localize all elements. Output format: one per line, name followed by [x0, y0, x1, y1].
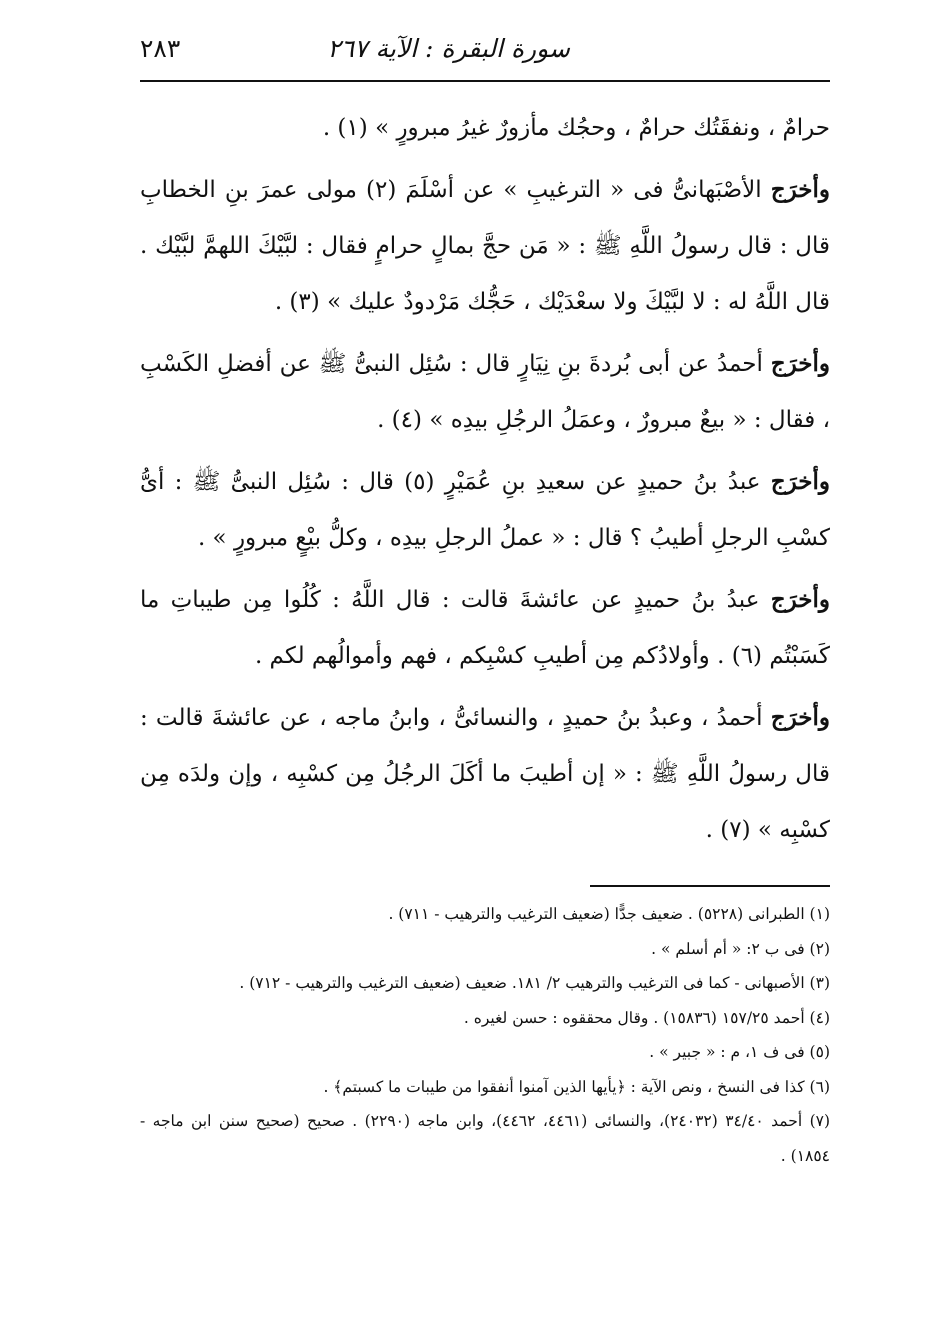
footnote-5: (٥) فى ف ١، م : « جبير » . [649, 1043, 830, 1061]
paragraph-5 [140, 572, 830, 684]
paragraph-lead: وأخرَج [770, 176, 830, 203]
header-title: سورة البقرة : الآية ٢٦٧ [327, 34, 570, 63]
paragraph-text: عبدُ بنُ حميدٍ عن عائشةَ قالت : قال اللَّهُ : كُلُوا مِن طيباتِ ما كَسَبْتُم (٦) . وأولادُكم مِن أطيبِ كسْبِكم ، فهم وأموالُهم لكم . [140, 587, 830, 669]
paragraph-lead: وأخرَج [770, 704, 830, 731]
paragraph-6 [140, 690, 830, 858]
footnotes [140, 897, 830, 1173]
paragraph-lead: وأخرَج [770, 468, 830, 495]
main-text [140, 100, 830, 864]
footnote-4: (٤) أحمد ١٥٧/٢٥ (١٥٨٣٦) . وقال محققوه : حسن لغيره . [463, 1008, 830, 1027]
paragraph-text: أحمدُ عن أبى بُردةَ بنِ نِيَارٍ قال : سُئِل النبىُّ ﷺ عن أفضلِ الكَسْبِ ، فقال : « بيعٌ مبرورٌ ، وعمَلُ الرجُلِ بيدِه » (٤) . [140, 351, 830, 433]
footnote-1: (١) الطبرانى (٥٢٢٨) . ضعيف جدًّا (ضعيف الترغيب والترهيب - ٧١١) . [388, 905, 830, 923]
footnote-2: (٢) فى ب ٢: « أم أسلم » . [651, 939, 830, 958]
page-number: ٢٨٣ [140, 34, 181, 63]
running-header [140, 28, 830, 74]
footnote-rule [590, 885, 830, 887]
paragraph-text: أحمدُ ، وعبدُ بنُ حميدٍ ، والنسائىُّ ، وابنُ ماجه ، عن عائشةَ قالت : قال رسولُ اللَّهِ ﷺ : « إن أطيبَ ما أكَلَ الرجُلُ مِن كسْبِه ، وإن ولدَه مِن كسْبِه » (٧) . [140, 705, 830, 843]
paragraph-text: حرامٌ ، ونفقَتُك حرامٌ ، وحجُك مأزورٌ غيرُ مبرورٍ » (١) . [322, 115, 830, 141]
paragraph-lead: وأخرَج [770, 350, 830, 377]
paragraph-text: عبدُ بنُ حميدٍ عن سعيدِ بنِ عُمَيْرٍ (٥) قال : سُئِل النبىُّ ﷺ : أىُّ كسْبِ الرجلِ أطيبُ ؟ قال : « عملُ الرجلِ بيدِه ، وكلُّ بيْعٍ مبرورٍ » . [140, 469, 830, 551]
paragraph-text: الأصْبَهانىُّ فى « الترغيبِ » عن أسْلَمَ (٢) مولى عمرَ بنِ الخطابِ قال : قال رسولُ اللَّهِ ﷺ : « مَن حجَّ بمالٍ حرامٍ فقال : لبَّيْكَ اللهمَّ لبَّيْك . قال اللَّهُ له : لا لبَّيْكَ ولا سعْدَيْك ، حَجُّك مَرْدودٌ عليك » (٣) . [140, 177, 830, 315]
paragraph-1 [140, 100, 830, 156]
paragraph-2 [140, 162, 830, 330]
paragraph-lead: وأخرَج [770, 586, 830, 613]
header-rule [140, 80, 830, 82]
paragraph-3 [140, 336, 830, 448]
footnote-3: (٣) الأصبهانى - كما فى الترغيب والترهيب ٢/ ١٨١. ضعيف (ضعيف الترغيب والترهيب - ٧١٢) . [239, 974, 830, 992]
footnote-6: (٦) كذا فى النسخ ، ونص الآية : ﴿يأيها الذين آمنوا أنفقوا من طيبات ما كسبتم﴾ . [323, 1077, 830, 1096]
footnote-7: (٧) أحمد ٣٤/٤٠ (٢٤٠٣٢)، والنسائى (٤٤٦١، ٤٤٦٢)، وابن ماجه (٢٢٩٠) . صحيح (صحيح سنن ابن ماجه - ١٨٥٤) . [140, 1112, 831, 1165]
paragraph-4 [140, 454, 830, 566]
